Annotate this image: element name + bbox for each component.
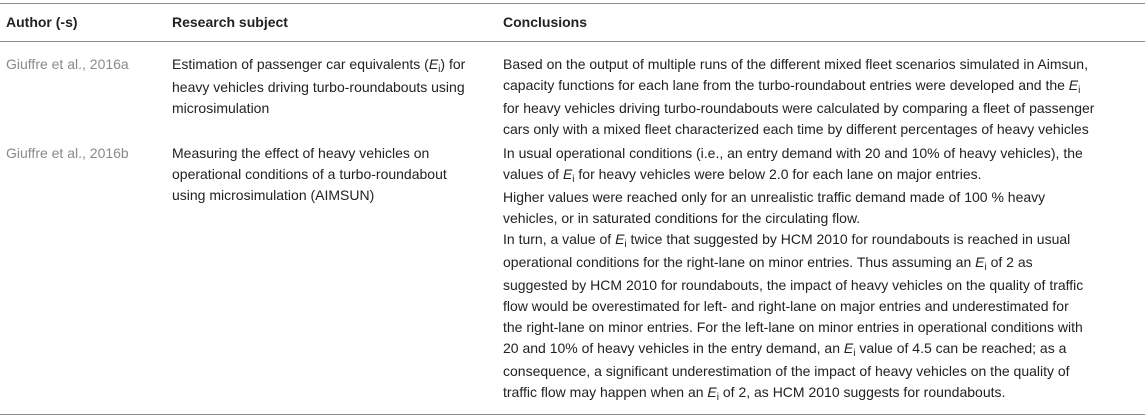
text-line [503, 361, 1143, 382]
text-segment: 20 and 10% of heavy vehicles in the entry demand, an [503, 340, 844, 356]
author-cell: Giuffre et al., 2016b [6, 145, 129, 161]
text-line [503, 98, 1143, 119]
text-segment: operational conditions for the right-lane on minor entries. Thus assuming an [503, 254, 976, 270]
text-segment: using microsimulation (AIMSUN) [172, 187, 375, 203]
text-segment: for heavy vehicles driving turbo-roundabouts were calculated by comparing a fleet of passenger [503, 100, 1095, 116]
pce-symbol: E [975, 254, 985, 270]
text-line [503, 382, 1143, 405]
text-segment: In turn, a value of [503, 231, 616, 247]
text-segment: Measuring the effect of heavy vehicles on [172, 145, 430, 161]
text-line [503, 75, 1143, 98]
pce-symbol: E [428, 56, 439, 72]
pce-subscript: i [624, 239, 627, 250]
text-segment: Higher values were reached only for an unrealistic traffic demand made of 100 % heavy [503, 189, 1046, 205]
text-segment: the right-lane on minor entries. For the left-lane on minor entries in operational conditions with [503, 319, 1083, 335]
header-conclusions: Conclusions [503, 14, 588, 30]
pce-subscript: i [1078, 85, 1081, 96]
text-line [172, 164, 492, 185]
text-segment: of 2 as [986, 254, 1033, 270]
pce-subscript: i [438, 64, 441, 75]
pce-symbol: E [562, 166, 573, 182]
pce-symbol: E [615, 231, 625, 247]
header-author: Author (-s) [6, 14, 78, 30]
text-line [503, 164, 1143, 187]
text-segment: Estimation of passenger car equivalents ( [172, 56, 429, 72]
text-line [503, 54, 1143, 75]
text-segment: flow would be overestimated for left- and right-lane on major entries and underestimated for [503, 298, 1069, 314]
pce-symbol: E [707, 384, 717, 400]
text-segment: ) for [440, 56, 466, 72]
text-segment: Based on the output of multiple runs of the different mixed fleet scenarios simulated in Aimsun, [503, 56, 1088, 72]
text-segment: traffic flow may happen when an [503, 384, 708, 400]
text-line [503, 275, 1143, 296]
text-segment: for heavy vehicles were below 2.0 for each lane on major entries. [574, 166, 982, 182]
table-bottom-rule [0, 414, 1145, 415]
pce-subscript: i [716, 392, 719, 403]
text-line [172, 185, 492, 206]
text-segment: values of [503, 166, 563, 182]
text-segment: microsimulation [172, 100, 270, 116]
text-segment: In usual operational conditions (i.e., an entry demand with 20 and 10% of heavy vehicles), the [503, 145, 1083, 161]
text-line [503, 208, 1143, 229]
text-line [172, 77, 492, 98]
author-cell: Giuffre et al., 2016a [6, 56, 129, 72]
text-segment: capacity functions for each lane from the turbo-roundabout entries were developed and the [503, 77, 1069, 93]
pce-symbol: E [843, 340, 854, 356]
text-segment: consequence, a significant underestimation of the impact of heavy vehicles on the quality of [503, 363, 1070, 379]
text-segment: heavy vehicles driving turbo-roundabouts using [172, 79, 465, 95]
text-segment: value of 4.5 can be reached; as a [855, 340, 1067, 356]
text-line [172, 143, 492, 164]
pce-symbol: E [1068, 77, 1079, 93]
header-research-subject: Research subject [172, 14, 288, 30]
pce-subscript: i [853, 348, 856, 359]
table-header-row [0, 3, 1145, 41]
text-line [172, 54, 492, 77]
text-line [503, 338, 1143, 361]
text-line [503, 143, 1143, 164]
text-segment: operational conditions of a turbo-roundabout [172, 166, 447, 182]
pce-subscript: i [572, 174, 575, 185]
text-segment: of 2, as HCM 2010 suggests for roundabouts. [719, 384, 1006, 400]
text-line [503, 296, 1143, 317]
text-line [503, 187, 1143, 208]
text-segment: cars only with a mixed fleet characterized each time by different percentages of heavy vehicles [503, 121, 1089, 137]
header-bottom-rule [0, 41, 1145, 42]
text-line [172, 98, 492, 119]
pce-subscript: i [984, 262, 987, 273]
text-segment: vehicles, or in saturated conditions for the circulating flow. [503, 210, 861, 226]
text-segment: twice that suggested by HCM 2010 for roundabouts is reached in usual [626, 231, 1071, 247]
text-line [503, 229, 1143, 252]
text-line [503, 252, 1143, 275]
conclusions-cell [503, 54, 1143, 140]
research-subject-cell [172, 54, 492, 119]
conclusions-cell [503, 143, 1143, 405]
research-subject-cell [172, 143, 492, 206]
text-line [503, 317, 1143, 338]
text-segment: suggested by HCM 2010 for roundabouts, the impact of heavy vehicles on the quality of traffic [503, 277, 1084, 293]
text-line [503, 119, 1143, 140]
